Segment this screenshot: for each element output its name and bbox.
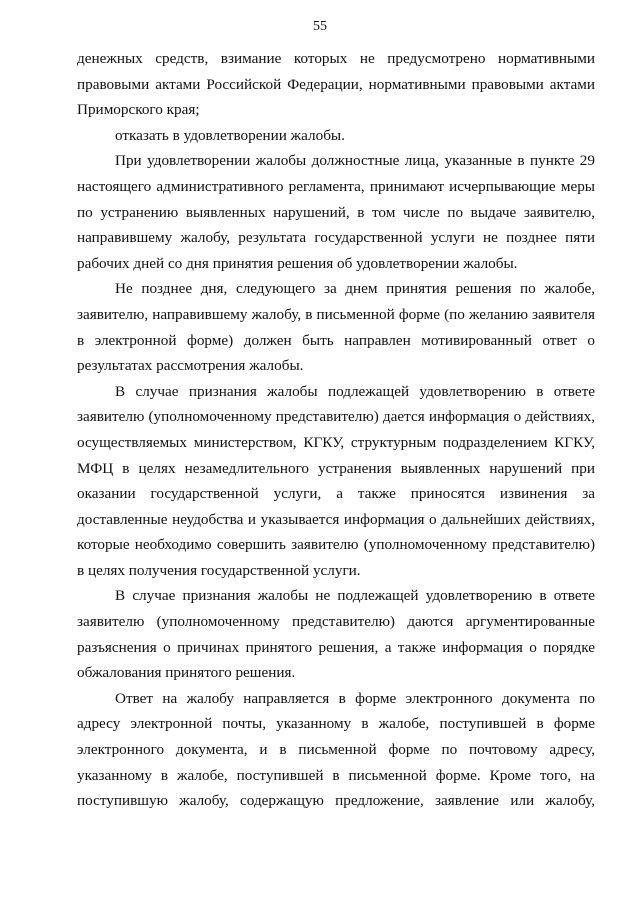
document-body (77, 46, 595, 814)
paragraph-7: Ответ на жалобу направляется в форме электронного документа по адресу электронной почты, указанному в жалобе, поступившей в форме электронного документа, и в письменной форме по почтовому адресу, указанному в жалобе, поступившей в письменной форме. Кроме того, на поступившую жалобу, содержащую предложение, заявление или жалобу, (77, 689, 595, 810)
paragraph-2: отказать в удовлетворении жалобы. (115, 126, 345, 144)
paragraph-4: Не позднее дня, следующего за днем принятия решения по жалобе, заявителю, направившему жалобу, в письменной форме (по желанию заявителя в электронной форме) должен быть направлен мотивированный ответ о результатах рассмотрения жалобы. (77, 280, 595, 375)
paragraph-5: В случае признания жалобы подлежащей удовлетворению в ответе заявителю (уполномоченному представителю) дается информация о действиях, осуществляемых министерством, КГКУ, структурным подразделением КГКУ, МФЦ в целях незамедлительного устранения выявленных нарушений при оказании государственной услуги, а также приносятся извинения за доставленные неудобства и указывается информация о дальнейших действиях, которые необходимо совершить заявителю (уполномоченному представителю) в целях получения государственной услуги. (77, 382, 595, 579)
paragraph-3: При удовлетворении жалобы должностные лица, указанные в пункте 29 настоящего административного регламента, принимают исчерпывающие меры по устранению выявленных нарушений, в том числе по выдаче заявителю, направившему жалобу, результата государственной услуги не позднее пяти рабочих дней со дня принятия решения об удовлетворении жалобы. (77, 152, 595, 272)
page-number: 55 (313, 19, 327, 34)
paragraph-6: В случае признания жалобы не подлежащей удовлетворению в ответе заявителю (уполномоченному представителю) даются аргументированные разъяснения о причинах принятого решения, а также информация о порядке обжалования принятого решения. (77, 587, 595, 682)
paragraph-1: денежных средств, взимание которых не предусмотрено нормативными правовыми актами Российской Федерации, нормативными правовыми актами Приморского края; (77, 50, 595, 119)
